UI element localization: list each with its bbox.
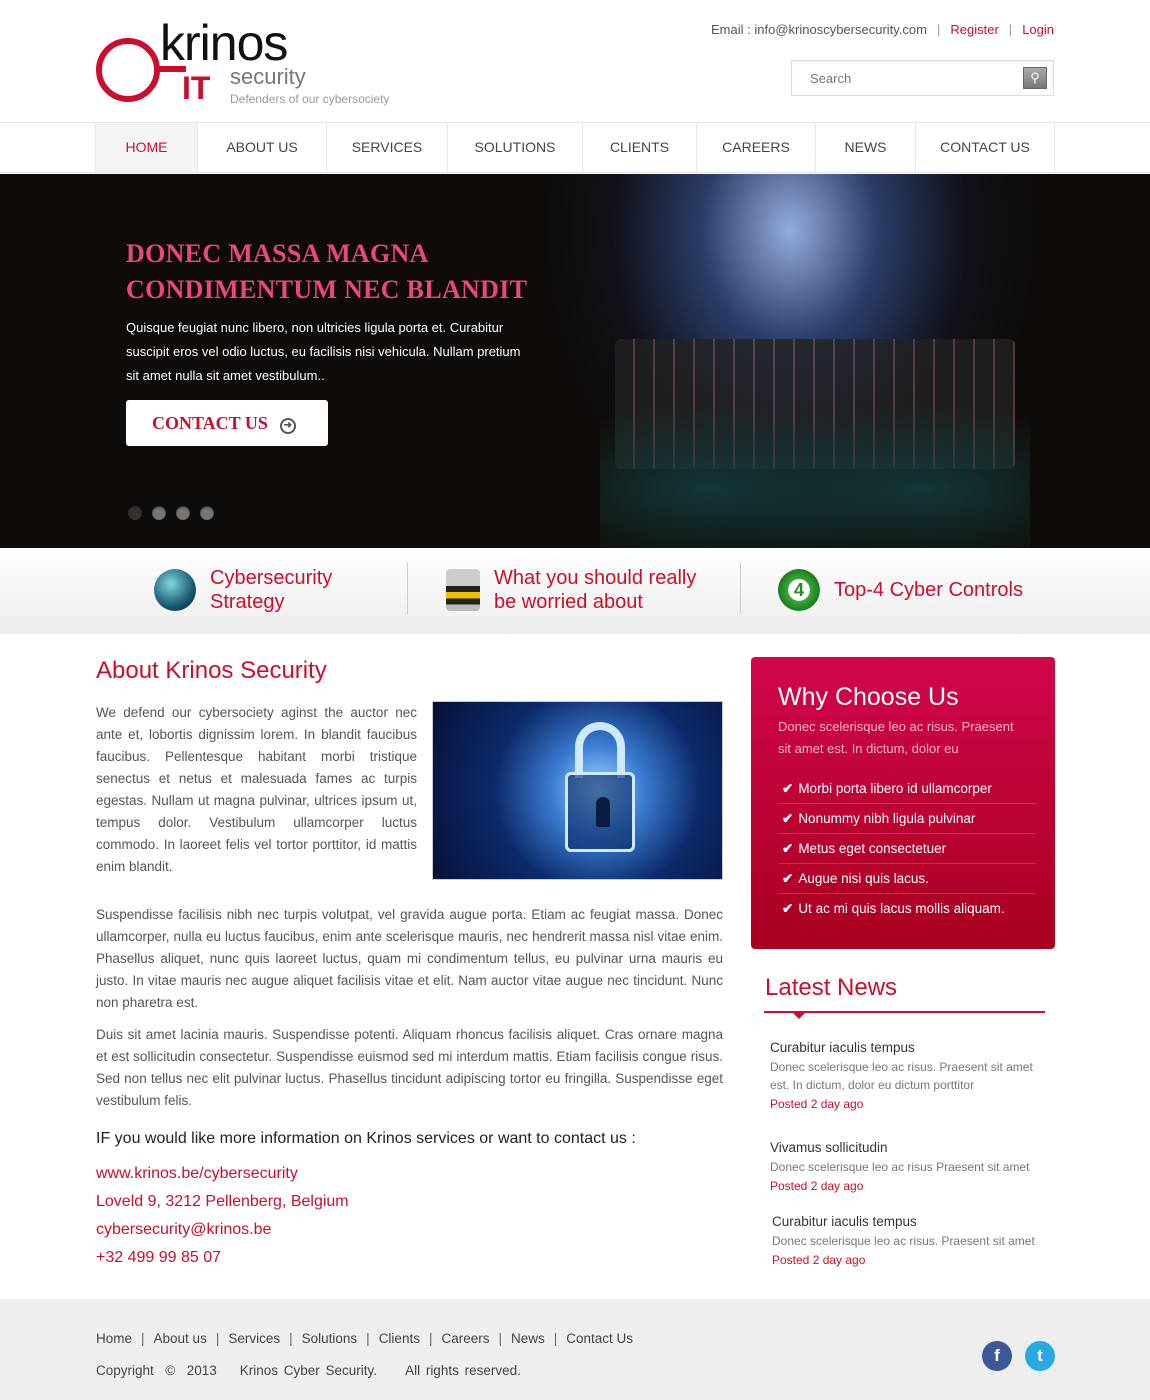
- features-bar: [0, 548, 1150, 634]
- footer-link-clients[interactable]: Clients: [378, 1331, 420, 1346]
- why-item: ✔ Ut ac mi quis lacus mollis aliquam.: [782, 901, 1005, 916]
- contact-details: [96, 1160, 349, 1272]
- top-links: [711, 22, 1054, 37]
- about-title: About Krinos Security: [96, 657, 327, 684]
- feature-worried[interactable]: What you should really be worried about: [446, 564, 696, 616]
- news-pointer: [793, 1013, 805, 1019]
- copyright: Copyright © 2013 Krinos Cyber Security. All rights reserved.: [96, 1363, 521, 1378]
- check-icon: ✔: [782, 841, 794, 856]
- globe-icon: [154, 569, 196, 611]
- why-item: ✔ Augue nisi quis lacus.: [778, 864, 1036, 894]
- footer-link-careers[interactable]: Careers: [441, 1331, 490, 1346]
- check-icon: ✔: [782, 781, 794, 796]
- nav-careers[interactable]: CAREERS: [697, 123, 816, 172]
- padlock-circuit-image: [432, 701, 723, 880]
- hero-contact-button[interactable]: CONTACT US ➜: [126, 400, 328, 446]
- footer-link-contact[interactable]: Contact Us: [566, 1331, 634, 1346]
- number-four-icon: 4: [778, 569, 820, 611]
- about-paragraph: Duis sit amet lacinia mauris. Suspendisse potenti. Aliquam rhoncus facilisis aliquet. Cras ornare magna et est sollicitudin consectetur. Suspendisse euismod sed mi interdum mattis. Etiam facilisis congue risus. Sed non tellus nec elit pulvinar luctus. Phasellus tincidunt adipiscing tortor eu fringilla. Suspendisse eget vestibulum felis.: [96, 1027, 723, 1108]
- news-underline: [764, 1011, 1045, 1013]
- search-icon[interactable]: ⚲: [1023, 67, 1047, 89]
- footer-links: Home | About us | Services | Solutions | Clients | Careers | News | Contact Us: [96, 1331, 634, 1346]
- separator: |: [1008, 22, 1013, 37]
- slide-dot[interactable]: [176, 506, 190, 520]
- arrow-right-icon: ➜: [280, 418, 296, 434]
- check-icon: ✔: [782, 901, 794, 916]
- nav-news[interactable]: NEWS: [816, 123, 916, 172]
- footer-link-solutions[interactable]: Solutions: [301, 1331, 358, 1346]
- news-item[interactable]: Curabitur iaculis tempus Donec scelerisque leo ac risus. Praesent sit amet est. In dictum, dolor eu dictum porttitor Posted 2 day ago: [770, 1040, 1033, 1111]
- phone: +32 499 99 85 07: [96, 1249, 222, 1266]
- twitter-icon[interactable]: t: [1025, 1341, 1055, 1371]
- logo-name: krinos: [160, 15, 288, 71]
- email-link[interactable]: cybersecurity@krinos.be: [96, 1221, 272, 1238]
- slide-dot[interactable]: [200, 506, 214, 520]
- login-link[interactable]: Login: [1022, 22, 1054, 37]
- email-text: Email : info@krinoscybersecurity.com: [711, 22, 927, 37]
- nav-services[interactable]: SERVICES: [327, 123, 448, 172]
- logo-sub: security: [230, 64, 306, 89]
- logo-it: IT: [182, 70, 211, 106]
- facebook-icon[interactable]: f: [982, 1341, 1012, 1371]
- search-input[interactable]: [792, 61, 1012, 95]
- more-info-text: IF you would like more information on Krinos services or want to contact us :: [96, 1130, 636, 1147]
- about-paragraph: Suspendisse facilisis nibh nec turpis volutpat, vel gravida augue porta. Etiam ac feugiat massa. Donec ullamcorper, nulla eu luctus faucibus, enim ante scelerisque mauris, nec hendrerit massa nisl vitae enim. Phasellus aliquet, nunc quis laoreet luctus, quam mi condimentum tellus, eu pulvinar urna mauris eu justo. In vitae mauris nec augue aliquet facilisis vitae et elit. Nam auctor vitae augue nec tincidunt. Nunc non pharetra est.: [96, 907, 723, 1010]
- nav-solutions[interactable]: SOLUTIONS: [448, 123, 583, 172]
- footer-link-news[interactable]: News: [511, 1331, 545, 1346]
- divider: [740, 562, 741, 614]
- divider: [407, 562, 408, 614]
- feature-top4[interactable]: 4 Top-4 Cyber Controls: [778, 564, 1023, 616]
- padlock-icon: [446, 569, 480, 611]
- nav-contact-us[interactable]: CONTACT US: [916, 123, 1055, 172]
- news-item[interactable]: Curabitur iaculis tempus Donec scelerisque leo ac risus. Praesent sit amet Posted 2 day ago: [772, 1214, 1035, 1267]
- check-icon: ✔: [782, 871, 794, 886]
- search-box: [791, 60, 1054, 96]
- header: [0, 0, 1150, 122]
- why-title: Why Choose Us: [778, 683, 959, 711]
- logo-tagline: Defenders of our cybersociety: [230, 92, 390, 106]
- why-item: ✔ Morbi porta libero id ullamcorper: [778, 774, 1036, 804]
- feature-strategy[interactable]: Cybersecurity Strategy: [154, 564, 332, 616]
- nav-clients[interactable]: CLIENTS: [583, 123, 697, 172]
- nav-home[interactable]: HOME: [96, 123, 198, 172]
- check-icon: ✔: [782, 811, 794, 826]
- hero-title: DONEC MASSA MAGNA CONDIMENTUM NEC BLANDIT: [126, 239, 528, 304]
- slider-dots: [128, 506, 214, 520]
- hero-image-hands: [600, 354, 1030, 548]
- slide-dot[interactable]: [152, 506, 166, 520]
- register-link[interactable]: Register: [950, 22, 999, 37]
- slide-dot[interactable]: [128, 506, 142, 520]
- nav-about-us[interactable]: ABOUT US: [198, 123, 327, 172]
- main-nav: [0, 122, 1150, 173]
- logo-ring-icon: [96, 38, 160, 102]
- separator: |: [936, 22, 941, 37]
- footer-link-about[interactable]: About us: [153, 1331, 207, 1346]
- why-item: ✔ Nonummy nibh ligula pulvinar: [778, 804, 1036, 834]
- address: Loveld 9, 3212 Pellenberg, Belgium: [96, 1193, 349, 1210]
- news-item[interactable]: Vivamus sollicitudin Donec scelerisque leo ac risus Praesent sit amet Posted 2 day ago: [770, 1140, 1030, 1193]
- footer-link-home[interactable]: Home: [96, 1331, 133, 1346]
- about-paragraph: We defend our cybersociety aginst the auctor nec ante et, lobortis dignissim lorem. In blandit faucibus faucibus. Pellentesque habitant morbi tristique senectus et netus et malesuada fames ac turpis egestas. Nullam ut magna pulvinar, ultrices ipsum ut, tempus dolor. Vestibulum ullamcorper luctus commodo. In laoreet felis vel tortor porttitor, id mattis enim blandit.: [96, 705, 417, 874]
- footer-link-services[interactable]: Services: [228, 1331, 281, 1346]
- footer: [0, 1299, 1150, 1400]
- hero-text: Quisque feugiat nunc libero, non ultricies ligula porta et. Curabitur suscipit eros vel odio luctus, eu facilisis nisi vehicula. Nullam pretium sit amet nulla sit amet vestibulum..: [126, 320, 521, 383]
- latest-news-title: Latest News: [765, 974, 898, 1001]
- website-link[interactable]: www.krinos.be/cybersecurity: [96, 1165, 298, 1182]
- why-choose-us-panel: [751, 657, 1055, 949]
- logo[interactable]: [96, 15, 396, 110]
- why-item: ✔ Metus eget consectetuer: [778, 834, 1036, 864]
- why-text: Donec scelerisque leo ac risus. Praesent sit amet est. In dictum, dolor eu: [778, 719, 1014, 756]
